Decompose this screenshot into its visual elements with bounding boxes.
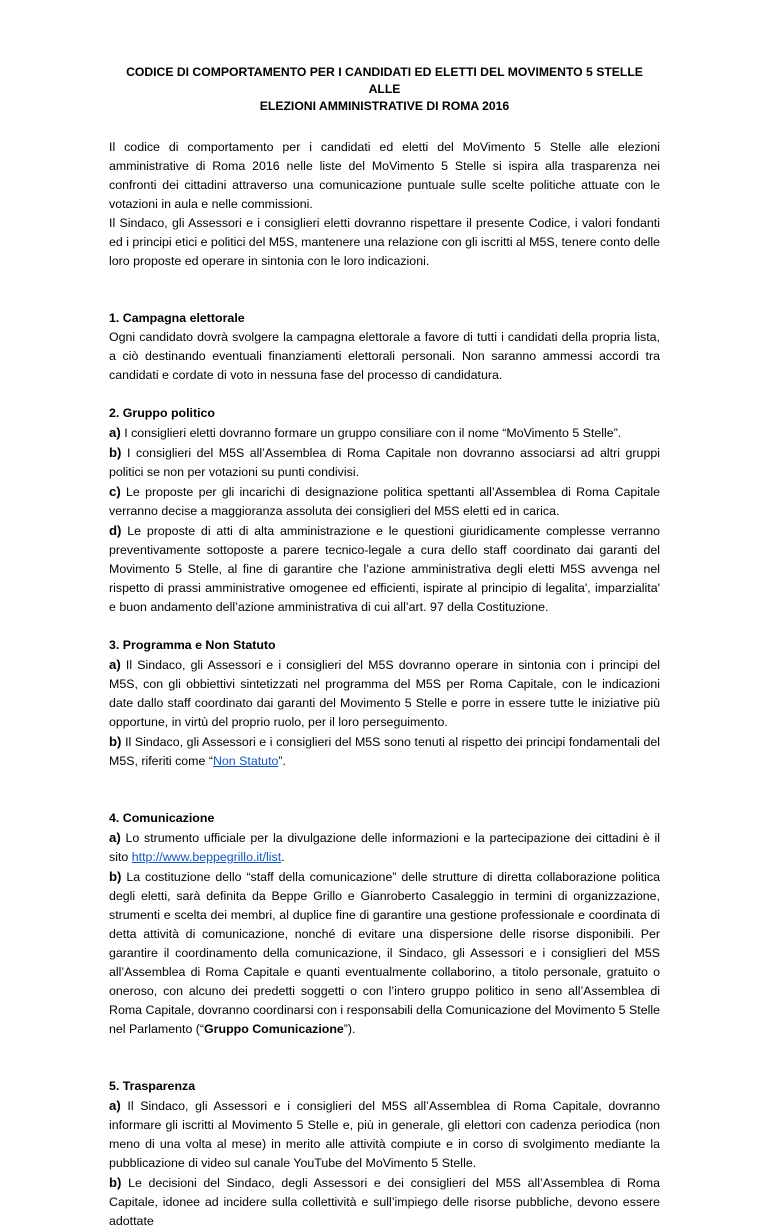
item-label: a) — [109, 1098, 121, 1113]
item-label: b) — [109, 445, 122, 460]
item-text: I consiglieri del M5S all’Assemblea di Roma Capitale non dovranno associarsi ad altri gruppi politici se non per votazioni su punti condivisi. — [109, 446, 660, 479]
section-5-item-b — [109, 1173, 660, 1231]
item-text-end: . — [281, 850, 285, 864]
section-2-item-a — [109, 423, 660, 443]
section-2-heading: 2. Gruppo politico — [109, 406, 216, 420]
non-statuto-link[interactable]: Non Statuto — [212, 754, 279, 768]
item-label: a) — [109, 657, 121, 672]
item-label: d) — [109, 523, 122, 538]
section-4-item-b — [109, 867, 660, 1039]
intro-paragraph-1: Il codice di comportamento per i candidati ed eletti del MoVimento 5 Stelle alle elezioni amministrative di Roma 2016 nelle liste del MoVimento 5 Stelle si ispira alla trasparenza nei confronti dei cittadini attraverso una comunicazione puntuale sulle scelte politiche attuate con le votazioni in aula e nelle commissioni. — [109, 140, 660, 211]
item-text: La costituzione dello “staff della comunicazione” delle strutture di diretta collaborazione politica degli eletti, sarà definita da Beppe Grillo e Gianroberto Casaleggio in termini di organizzazione, strumenti e scelta dei membri, al duplice fine di garantire una gestione professionale e coordinata di detta attività di comunicazione, nonché di evitare una dispersione delle risorse disponibili. Per garantire il coordinamento della comunicazione, il Sindaco, gli Assessori e i consiglieri del M5S all’Assemblea di Roma Capitale e quanti eventualmente collaborino, a titolo personale, gratuito o oneroso, con alcuno dei predetti soggetti o con l’intero gruppo politico in seno all’Assemblea di Roma Capitale, dovranno coordinarsi con i responsabili della Comunicazione del Movimento 5 Stelle nel Parlamento (“ — [109, 870, 660, 1036]
section-2-item-d — [109, 521, 660, 617]
item-text: Il Sindaco, gli Assessori e i consiglieri del M5S sono tenuti al rispetto dei principi fondamentali del M5S, riferiti come “ — [109, 735, 660, 768]
section-5-item-a — [109, 1096, 660, 1173]
item-label: a) — [109, 830, 121, 845]
item-text: Le decisioni del Sindaco, degli Assessori e dei consiglieri del M5S all’Assemblea di Roma Capitale, idonee ad incidere sulla collettività e sull’impiego delle risorse pubbliche, devono essere adottate — [109, 1176, 660, 1228]
item-label: b) — [109, 734, 122, 749]
item-label: c) — [109, 484, 121, 499]
title-line-1: CODICE DI COMPORTAMENTO PER I CANDIDATI ED ELETTI DEL MOVIMENTO 5 STELLE ALLE — [126, 65, 643, 96]
item-text: Le proposte per gli incarichi di designazione politica spettanti all’Assemblea di Roma Capitale verranno decise a maggioranza assoluta dei consiglieri del M5S eletti ed in carica. — [109, 485, 660, 518]
section-1-heading: 1. Campagna elettorale — [109, 311, 245, 325]
item-text-end: ”). — [343, 1022, 356, 1036]
item-text: Le proposte di atti di alta amministrazione e le questioni giuridicamente complesse verranno preventivamente sottoposte a parere tecnico-legale a cura dello staff coordinato dai garanti del Movimento 5 Stelle, al fine di garantire che l’azione amministrativa degli eletti M5S avvenga nel rispetto di prassi amministrative omogenee ed efficienti, ispirate al principio di legalita', imparzialita' e buon andamento dell’azione amministrativa di cui all’art. 97 della Costituzione. — [109, 524, 660, 614]
item-text-end: ”. — [278, 754, 286, 768]
section-5-heading: 5. Trasparenza — [109, 1079, 196, 1093]
item-text: I consiglieri eletti dovranno formare un gruppo consiliare con il nome “MoVimento 5 Stelle”. — [124, 426, 622, 440]
intro-paragraph-2: Il Sindaco, gli Assessori e i consiglieri eletti dovranno rispettare il presente Codice, i valori fondanti ed i principi etici e politici del M5S, mantenere una relazione con gli iscritti al M5S, tenere conto delle loro proposte ed operare in sintonia con le loro indicazioni. — [109, 216, 660, 268]
section-2-item-b — [109, 443, 660, 482]
section-4-heading: 4. Comunicazione — [109, 811, 215, 825]
item-label: a) — [109, 425, 121, 440]
item-text: Il Sindaco, gli Assessori e i consiglieri del M5S all’Assemblea di Roma Capitale, dovranno informare gli iscritti al Movimento 5 Stelle e, più in generale, gli elettori con cadenza periodica (non meno di una volta al mese) in merito alle attività compiute e in corso di svolgimento mediante la pubblicazione di video sul canale YouTube del MoVimento 5 Stelle. — [109, 1099, 660, 1170]
item-label: b) — [109, 1175, 122, 1190]
document-title — [109, 64, 660, 115]
section-4-item-a — [109, 828, 660, 867]
section-2-item-c — [109, 482, 660, 521]
title-line-2: ELEZIONI AMMINISTRATIVE DI ROMA 2016 — [259, 99, 510, 113]
gruppo-comunicazione-label: Gruppo Comunicazione — [204, 1022, 344, 1036]
item-text: Il Sindaco, gli Assessori e i consiglieri del M5S dovranno operare in sintonia con i principi del M5S, con gli obbiettivi sintetizzati nel programma del M5S per Roma Capitale, con le indicazioni date dallo staff coordinato dai garanti del Movimento 5 Stelle e porre in essere tutte le iniziative più opportune, in virtù del proprio ruolo, per il loro perseguimento. — [109, 658, 660, 729]
section-3-heading: 3. Programma e Non Statuto — [109, 638, 276, 652]
item-label: b) — [109, 869, 122, 884]
item-text: Lo strumento ufficiale per la divulgazione delle informazioni e la partecipazione dei cittadini è il sito — [109, 831, 660, 864]
section-1-text: Ogni candidato dovrà svolgere la campagna elettorale a favore di tutti i candidati della propria lista, a ciò destinando eventuali finanziamenti elettorali personali. Non saranno ammessi accordi tra candidati e cordate di voto in nessuna fase del processo di candidatura. — [109, 330, 660, 382]
section-3-item-a — [109, 655, 660, 732]
section-3-item-b — [109, 732, 660, 771]
beppegrillo-list-link[interactable]: http://www.beppegrillo.it/list — [131, 850, 282, 864]
